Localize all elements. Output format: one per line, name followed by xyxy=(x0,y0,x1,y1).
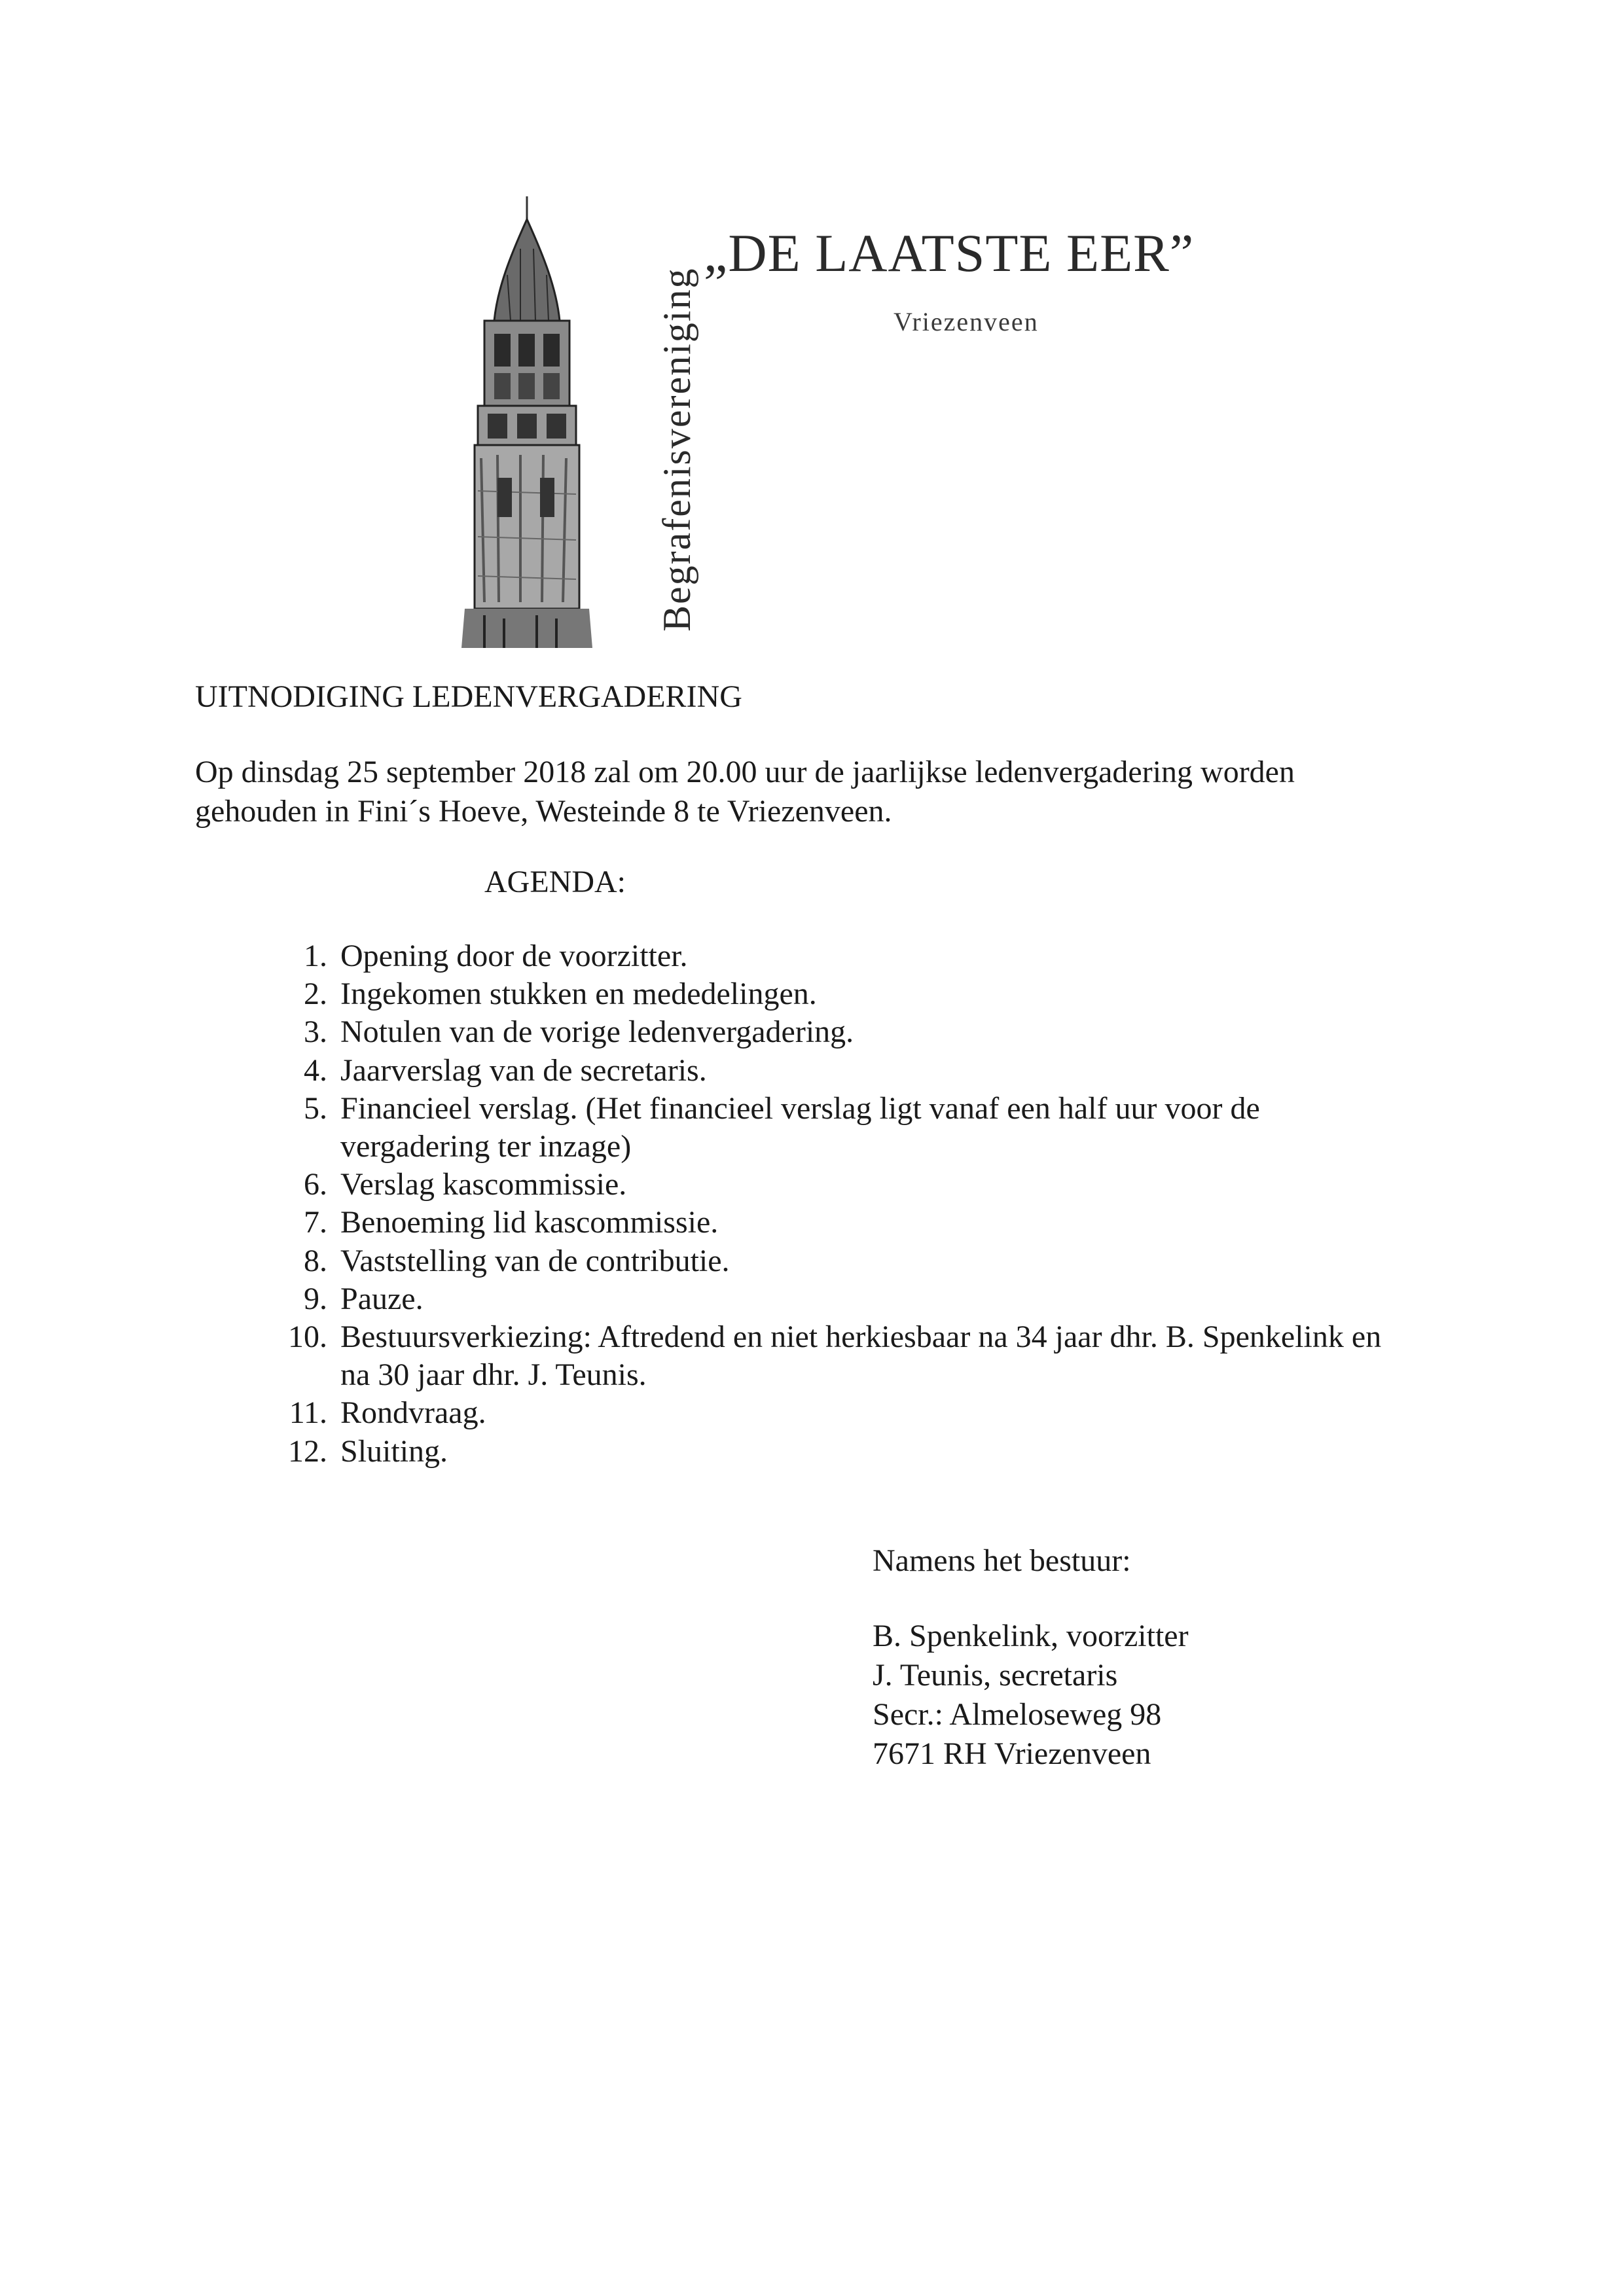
agenda-item-text: Rondvraag. xyxy=(340,1395,486,1431)
agenda-item xyxy=(281,1280,1460,1318)
letterhead xyxy=(458,196,1309,648)
intro-line: Op dinsdag 25 september 2018 zal om 20.00 uur de jaarlijkse ledenvergadering worden xyxy=(195,755,1295,789)
agenda-item-text-continued: vergadering ter inzage) xyxy=(340,1129,632,1164)
agenda-item-text: Opening door de voorzitter. xyxy=(340,939,688,973)
org-name: „DE LAATSTE EER” xyxy=(704,223,1195,283)
agenda-item xyxy=(281,1204,1460,1242)
agenda-item-number: 12. xyxy=(288,1433,327,1469)
agenda-item xyxy=(281,1242,1460,1280)
agenda-item-text: Notulen van de vorige ledenvergadering. xyxy=(340,1014,854,1050)
signature-chair: B. Spenkelink, voorzitter xyxy=(873,1619,1189,1653)
agenda-item xyxy=(281,975,1460,1013)
document-heading: UITNODIGING LEDENVERGADERING xyxy=(195,679,742,714)
org-place: Vriezenveen xyxy=(893,307,1039,336)
agenda-item-text: Financieel verslag. (Het financieel verslag ligt vanaf een half uur voor de xyxy=(340,1090,1260,1126)
agenda-item-text: Verslag kascommissie. xyxy=(340,1167,627,1202)
agenda-item-text: Bestuursverkiezing: Aftredend en niet herkiesbaar na 34 jaar dhr. B. Spenkelink en xyxy=(340,1319,1382,1355)
agenda-title: AGENDA: xyxy=(484,865,626,899)
signature-address: Secr.: Almeloseweg 98 xyxy=(873,1697,1162,1732)
agenda-item-text: Jaarverslag van de secretaris. xyxy=(340,1052,707,1088)
intro-line: gehouden in Fini´s Hoeve, Westeinde 8 te Vriezenveen. xyxy=(195,794,892,829)
agenda-item-number: 2. xyxy=(304,977,327,1012)
agenda-item xyxy=(281,1318,1460,1394)
agenda-item-number: 1. xyxy=(304,939,327,973)
agenda-item xyxy=(281,937,1460,975)
agenda-item-text: Ingekomen stukken en mededelingen. xyxy=(340,977,817,1012)
agenda-item-text: Pauze. xyxy=(340,1281,424,1316)
signature-secretary: J. Teunis, secretaris xyxy=(873,1658,1118,1693)
agenda-item xyxy=(281,1433,1460,1471)
agenda-item xyxy=(281,1052,1460,1090)
agenda-item-number: 10. xyxy=(288,1319,327,1355)
agenda-item-text: Sluiting. xyxy=(340,1433,448,1469)
org-type-vertical-label: Begrafenisvereniging xyxy=(655,267,698,632)
agenda-item-text: Benoeming lid kascommissie. xyxy=(340,1205,719,1240)
intro-paragraph xyxy=(195,753,1439,831)
signature-block xyxy=(873,1541,1189,1774)
agenda-item xyxy=(281,1013,1460,1051)
agenda-item-number: 6. xyxy=(304,1167,327,1202)
agenda-item-number: 9. xyxy=(304,1281,327,1316)
agenda-item xyxy=(281,1166,1460,1204)
agenda-item-text-continued: na 30 jaar dhr. J. Teunis. xyxy=(340,1357,647,1393)
agenda-item-number: 4. xyxy=(304,1052,327,1088)
agenda-item-number: 11. xyxy=(289,1395,327,1431)
agenda-item-number: 8. xyxy=(304,1243,327,1278)
agenda-item xyxy=(281,1090,1460,1166)
agenda-item-text: Vaststelling van de contributie. xyxy=(340,1243,730,1278)
agenda-item xyxy=(281,1394,1460,1432)
church-tower-drawing-icon xyxy=(458,196,596,648)
agenda-list xyxy=(281,937,1460,1471)
agenda-item-number: 7. xyxy=(304,1205,327,1240)
signature-postal: 7671 RH Vriezenveen xyxy=(873,1736,1151,1771)
agenda-item-number: 3. xyxy=(304,1014,327,1050)
agenda-item-number: 5. xyxy=(304,1090,327,1126)
signature-intro: Namens het bestuur: xyxy=(873,1543,1131,1578)
